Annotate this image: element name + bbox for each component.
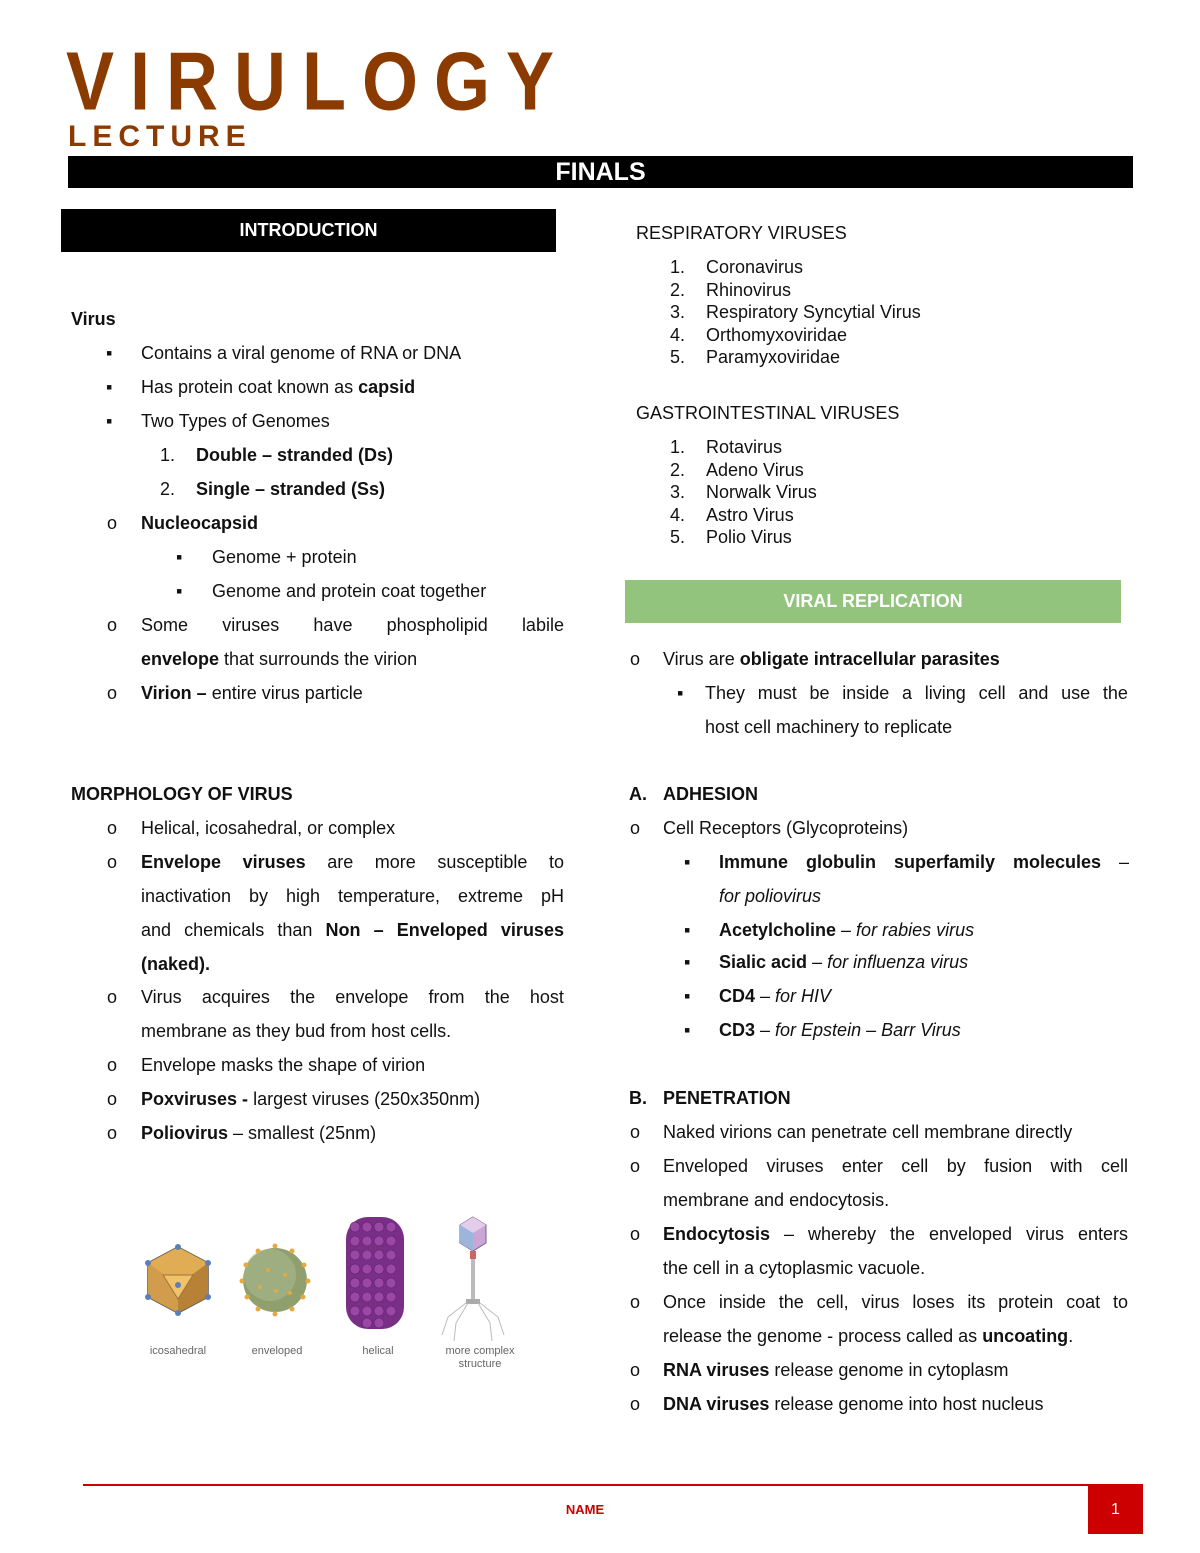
penetration-endocytosis-line2: the cell in a cytoplasmic vacuole.: [663, 1258, 926, 1278]
morph-envelope-line3: and chemicals than Non – Enveloped viruses: [141, 920, 564, 940]
icosahedral-virus-icon: [145, 1244, 211, 1316]
virion-definition: Virion – entire virus particle: [141, 683, 363, 703]
circle-bullet-icon: o: [630, 1292, 641, 1312]
list-item: 3. Norwalk Virus: [670, 482, 817, 503]
caption-enveloped: enveloped: [251, 1345, 303, 1357]
caption-structure: structure: [458, 1358, 502, 1370]
list-item: 5. Paramyxoviridae: [670, 347, 841, 368]
host-cell-line2: host cell machinery to replicate: [705, 717, 953, 737]
circle-bullet-icon: o: [107, 1055, 118, 1075]
genome-type-number: 2.: [160, 479, 176, 499]
footer-divider: [83, 1484, 1143, 1486]
square-bullet-icon: ▪: [176, 547, 183, 567]
morph-masks: Envelope masks the shape of virion: [141, 1055, 426, 1075]
gastrointestinal-heading: GASTROINTESTINAL VIRUSES: [636, 403, 900, 423]
receptor-cd3: CD3 – for Epstein – Barr Virus: [719, 1020, 961, 1040]
respiratory-heading: RESPIRATORY VIRUSES: [636, 223, 847, 243]
square-bullet-icon: ▪: [684, 1020, 691, 1040]
receptor-sialic-acid: Sialic acid – for influenza virus: [719, 952, 969, 972]
respiratory-list: [670, 256, 921, 369]
bullet-genome-types: Two Types of Genomes: [141, 411, 330, 431]
morph-acquire-line1: Virus acquires the envelope from the host: [141, 987, 564, 1007]
enveloped-virus-icon: [240, 1244, 311, 1317]
circle-bullet-icon: o: [107, 852, 118, 872]
bullet-protein-coat: Has protein coat known as capsid: [141, 377, 416, 397]
square-bullet-icon: ▪: [684, 986, 691, 1006]
obligate-parasites: Virus are obligate intracellular parasites: [663, 649, 1000, 669]
envelope-line2: envelope that surrounds the virion: [141, 649, 418, 669]
circle-bullet-icon: o: [107, 1089, 118, 1109]
penetration-rna: RNA viruses release genome in cytoplasm: [663, 1360, 1009, 1380]
receptor-acetylcholine: Acetylcholine – for rabies virus: [719, 920, 975, 940]
penetration-uncoating-line1: Once inside the cell, virus loses its protein coat to: [663, 1292, 1128, 1312]
document-subtitle: LECTURE: [68, 120, 252, 153]
penetration-endocytosis-line1: Endocytosis – whereby the enveloped virus enters: [663, 1224, 1128, 1244]
circle-bullet-icon: o: [107, 615, 118, 635]
genome-type-double: Double – stranded (Ds): [196, 445, 394, 465]
penetration-naked: Naked virions can penetrate cell membrane directly: [663, 1122, 1073, 1142]
morphology-heading: MORPHOLOGY OF VIRUS: [71, 784, 293, 804]
circle-bullet-icon: o: [630, 1156, 641, 1176]
morph-poxviruses: Poxviruses - largest viruses (250x350nm): [141, 1089, 481, 1109]
caption-helical: helical: [362, 1345, 394, 1357]
list-item: 1. Coronavirus: [670, 257, 804, 277]
complex-virus-icon: [442, 1217, 504, 1341]
genome-type-single: Single – stranded (Ss): [196, 479, 386, 499]
penetration-enveloped-line1: Enveloped viruses enter cell by fusion with cell: [663, 1156, 1128, 1176]
circle-bullet-icon: o: [630, 649, 641, 669]
adhesion-letter: A.: [629, 784, 647, 804]
virus-heading: Virus: [71, 309, 116, 329]
host-cell-line1: They must be inside a living cell and use the: [705, 683, 1128, 703]
list-item: 4. Orthomyxoviridae: [670, 324, 848, 345]
nucleocapsid-heading: Nucleocapsid: [141, 513, 259, 533]
receptor-cd4: CD4 – for HIV: [719, 986, 832, 1006]
list-item: 1. Rotavirus: [670, 437, 783, 457]
circle-bullet-icon: o: [630, 1224, 641, 1244]
footer-name: NAME: [565, 1502, 605, 1517]
viral-replication-header: VIRAL REPLICATION: [625, 580, 1121, 623]
nucleocapsid-sub2: Genome and protein coat together: [212, 581, 487, 601]
list-item: 4. Astro Virus: [670, 504, 794, 525]
adhesion-heading: ADHESION: [663, 784, 759, 804]
list-item: 5. Polio Virus: [670, 527, 792, 548]
square-bullet-icon: ▪: [684, 920, 691, 940]
circle-bullet-icon: o: [107, 1123, 118, 1143]
bullet-viral-genome: Contains a viral genome of RNA or DNA: [141, 343, 462, 363]
penetration-uncoating-line2: release the genome - process called as uncoating.: [663, 1326, 1074, 1346]
list-item: 3. Respiratory Syncytial Virus: [670, 302, 921, 323]
morph-shapes: Helical, icosahedral, or complex: [141, 818, 396, 838]
page-number: 1: [1088, 1486, 1143, 1534]
genome-type-number: 1.: [160, 445, 176, 465]
receptor-poliovirus: for poliovirus: [719, 886, 822, 906]
circle-bullet-icon: o: [107, 683, 118, 703]
nucleocapsid-sub1: Genome + protein: [212, 547, 357, 567]
penetration-letter: B.: [629, 1088, 647, 1108]
morph-poliovirus: Poliovirus – smallest (25nm): [141, 1123, 377, 1143]
caption-icosahedral: icosahedral: [149, 1345, 207, 1357]
caption-more-complex: more complex: [445, 1345, 515, 1357]
document-title: VIRULOGY: [66, 36, 571, 128]
square-bullet-icon: ▪: [106, 411, 113, 431]
circle-bullet-icon: o: [630, 1360, 641, 1380]
circle-bullet-icon: o: [107, 818, 118, 838]
penetration-enveloped-line2: membrane and endocytosis.: [663, 1190, 890, 1210]
square-bullet-icon: ▪: [176, 581, 183, 601]
circle-bullet-icon: o: [630, 1122, 641, 1142]
square-bullet-icon: ▪: [684, 952, 691, 972]
list-item: 2. Adeno Virus: [670, 459, 804, 480]
cell-receptors: Cell Receptors (Glycoproteins): [663, 818, 909, 838]
list-item: 2. Rhinovirus: [670, 279, 792, 300]
envelope-line1: Some viruses have phospholipid labile: [141, 615, 564, 635]
penetration-heading: PENETRATION: [663, 1088, 791, 1108]
finals-banner: FINALS: [68, 156, 1133, 188]
introduction-header: INTRODUCTION: [61, 209, 556, 252]
gastrointestinal-list: [670, 436, 817, 549]
circle-bullet-icon: o: [107, 987, 118, 1007]
square-bullet-icon: ▪: [106, 343, 113, 363]
morph-acquire-line2: membrane as they bud from host cells.: [141, 1021, 452, 1041]
receptor-immune-globulin: Immune globulin superfamily molecules –: [719, 852, 1129, 872]
square-bullet-icon: ▪: [106, 377, 113, 397]
square-bullet-icon: ▪: [684, 852, 691, 872]
morph-envelope-line2: inactivation by high temperature, extreme pH: [141, 886, 564, 906]
circle-bullet-icon: o: [107, 513, 118, 533]
morph-envelope-line4: (naked).: [141, 954, 211, 974]
circle-bullet-icon: o: [630, 818, 641, 838]
circle-bullet-icon: o: [630, 1394, 641, 1414]
morph-envelope-line1: Envelope viruses are more susceptible to: [141, 852, 564, 872]
square-bullet-icon: ▪: [677, 683, 684, 703]
helical-virus-icon: [346, 1217, 404, 1329]
penetration-dna: DNA viruses release genome into host nucleus: [663, 1394, 1044, 1414]
